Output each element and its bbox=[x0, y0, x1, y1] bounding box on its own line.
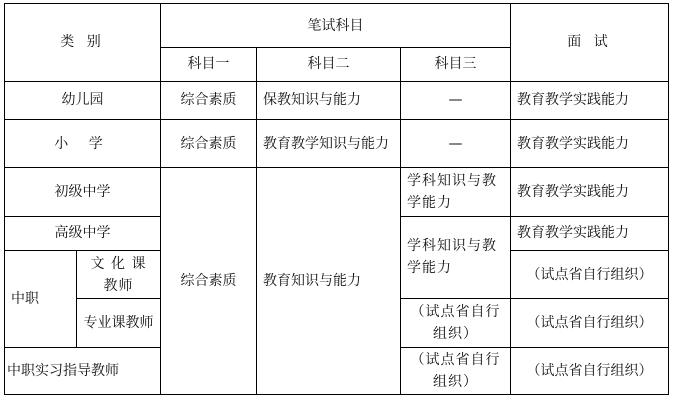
kindergarten-subject2: 保教知识与能力 bbox=[257, 81, 401, 119]
row-label-primary: 小 学 bbox=[5, 119, 161, 167]
primary-interview: 教育教学实践能力 bbox=[511, 119, 669, 167]
vocational-culture-label: 文 化 课 教师 bbox=[77, 250, 161, 298]
subject3-header: 科目三 bbox=[401, 48, 511, 81]
junior-interview: 教育教学实践能力 bbox=[511, 168, 669, 216]
row-label-vocational: 中职 bbox=[5, 250, 77, 347]
shared-subject2: 教育知识与能力 bbox=[257, 168, 401, 395]
vocational-specialty-label: 专业课教师 bbox=[77, 299, 161, 347]
table-row bbox=[5, 81, 669, 119]
vocational-specialty-interview: （试点省自行组织） bbox=[511, 299, 669, 347]
internship-subject3: （试点省自行组织） bbox=[401, 347, 511, 394]
row-label-kindergarten: 幼儿园 bbox=[5, 81, 161, 119]
internship-interview: （试点省自行组织） bbox=[511, 347, 669, 394]
row-label-junior: 初级中学 bbox=[5, 168, 161, 216]
table-row bbox=[5, 119, 669, 167]
exam-subjects-table bbox=[4, 3, 669, 395]
primary-subject1: 综合素质 bbox=[161, 119, 257, 167]
subject2-header: 科目二 bbox=[257, 48, 401, 81]
senior-culture-subject3: 学科知识与教学能力 bbox=[401, 216, 511, 299]
interview-header: 面 试 bbox=[511, 4, 669, 82]
header-row bbox=[5, 4, 669, 48]
primary-subject2: 教育教学知识与能力 bbox=[257, 119, 401, 167]
subject1-header: 科目一 bbox=[161, 48, 257, 81]
junior-subject3: 学科知识与教学能力 bbox=[401, 168, 511, 216]
kindergarten-subject1: 综合素质 bbox=[161, 81, 257, 119]
senior-interview: 教育教学实践能力 bbox=[511, 216, 669, 250]
row-label-internship: 中职实习指导教师 bbox=[5, 347, 161, 394]
primary-subject3: — bbox=[401, 119, 511, 167]
row-label-senior: 高级中学 bbox=[5, 216, 161, 250]
vocational-culture-interview: （试点省自行组织） bbox=[511, 250, 669, 298]
kindergarten-interview: 教育教学实践能力 bbox=[511, 81, 669, 119]
table-row bbox=[5, 168, 669, 216]
written-exam-header: 笔试科目 bbox=[161, 4, 511, 48]
shared-subject1: 综合素质 bbox=[161, 168, 257, 395]
vocational-specialty-subject3: （试点省自行组织） bbox=[401, 299, 511, 347]
category-header: 类 别 bbox=[5, 4, 161, 82]
kindergarten-subject3: — bbox=[401, 81, 511, 119]
